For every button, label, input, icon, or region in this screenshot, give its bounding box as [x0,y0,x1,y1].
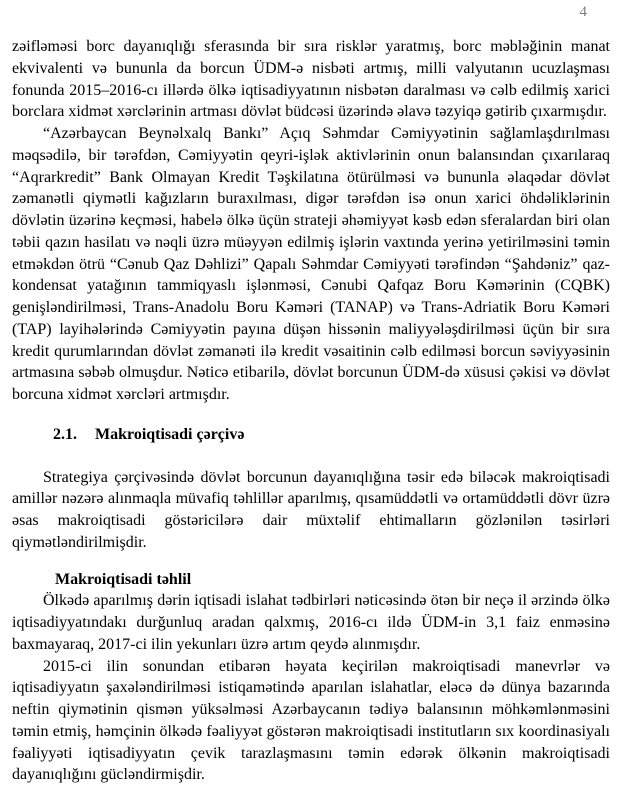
paragraph: 2015-ci ilin sonundan etibarən həyata keçirilən makroiqtisadi manevrlər və iqtisadiyyatın şaxələndirilməsi istiqamətində aparılan islahatlar, eləcə də dünya bazarında neftin qiymətinin qismən yüksəlməsi Azərbaycanın tədiyə balansının möhkəmlənməsini təmin etmiş, həmçinin ölkədə fəaliyyət göstərən makroiqtisadi institutların sıx koordinasiyalı fəaliyyəti iqtisadiyyatın çevik tarazlaşmasını təmin edərək ölkənin makroiqtisadi dayanıqlığını gücləndirmişdir. [12,657,610,784]
paragraph: zəifləməsi borc dayanıqlığı sferasında bir sıra risklər yaratmış, borc məbləğinin manat ekvivalenti və bununla da borcun ÜDM-ə nisbəti artmış, milli valyutanın ucuzlaşması fonunda 2015–2016-cı illərdə ölkə iqtisadiyyatının nisbətən daralması və cəlb edilmiş xarici borclara xidmət xərclərinin artması dövlət büdcəsi üzərində əlavə təzyiqə gətirib çıxarmışdır. [12,38,610,121]
section-title: Makroiqtisadi çərçivə [95,425,245,443]
paragraph: Ölkədə aparılmış dərin iqtisadi islahat tədbirləri nəticəsində ötən bir neçə il ərzində ölkə iqtisadiyyatındakı durğunluq aradan qalxmış, 2016-cı ildə ÜDM-in 3,1 faiz enməsinə baxmayaraq, 2017-ci ilin yekunları üzrə artım qeydə alınmışdır. [12,592,610,653]
paragraph: Strategiya çərçivəsində dövlət borcunun dayanıqlığına təsir edə biləcək makroiqtisadi amillər nəzərə alınmaqla müvafiq təhlillər aparılmış, qısamüddətli və ortamüddətli dövr üzrə əsas makroiqtisadi göstəricilərə dair müxtəlif ehtimalların gözlənilən təsirləri qiymətləndirilmişdir. [12,468,610,551]
paragraph: “Azərbaycan Beynəlxalq Bankı” Açıq Səhmdar Cəmiyyətinin sağlamlaşdırılması məqsədilə, bir tərəfdən, Cəmiyyətin qeyri-işlək aktivlərinin onun balansından çıxarılaraq “Aqrarkredit” Bank Olmayan Kredit Təşkilatına ötürülməsi və bununla əlaqədar dövlət zəmanətli qiymətli kağızların buraxılması, digər tərəfdən isə onun xarici öhdəliklərinin dövlətin üzərinə keçməsi, habelə ölkə üçün strateji əhəmiyyət kəsb edən sferalardan biri olan təbii qazın hasilatı və nəqli üzrə müəyyən edilmiş işlərin vaxtında yerinə yetirilməsini təmin etməkdən ötrü “Cənub Qaz Dəhlizi” Qapalı Səhmdar Cəmiyyəti tərəfindən “Şahdəniz” qaz-kondensat yatağının tammiqyaslı işlənməsi, Cənubi Qafqaz Boru Kəmərinin (CQBK) genişləndirilməsi, Trans-Anadolu Boru Kəməri (TANAP) və Trans-Adriatik Boru Kəməri (TAP) layihələrində Cəmiyyətin payına düşən hissənin maliyyələşdirilməsi üçün bir sıra kredit qurumlarından dövlət zəmanəti ilə kredit vəsaitinin cəlb edilməsi borcun səviyyəsinin artmasına səbəb olmuşdur. Nəticə etibarilə, dövlət borcunun ÜDM-də xüsusi çəkisi və dövlət borcuna xidmət xərcləri artmışdır. [12,125,610,403]
page-number: 4 [579,4,587,20]
section-heading [12,424,610,446]
section-number: 2.1. [53,425,77,443]
subsection-heading: Makroiqtisadi təhlil [55,570,192,588]
